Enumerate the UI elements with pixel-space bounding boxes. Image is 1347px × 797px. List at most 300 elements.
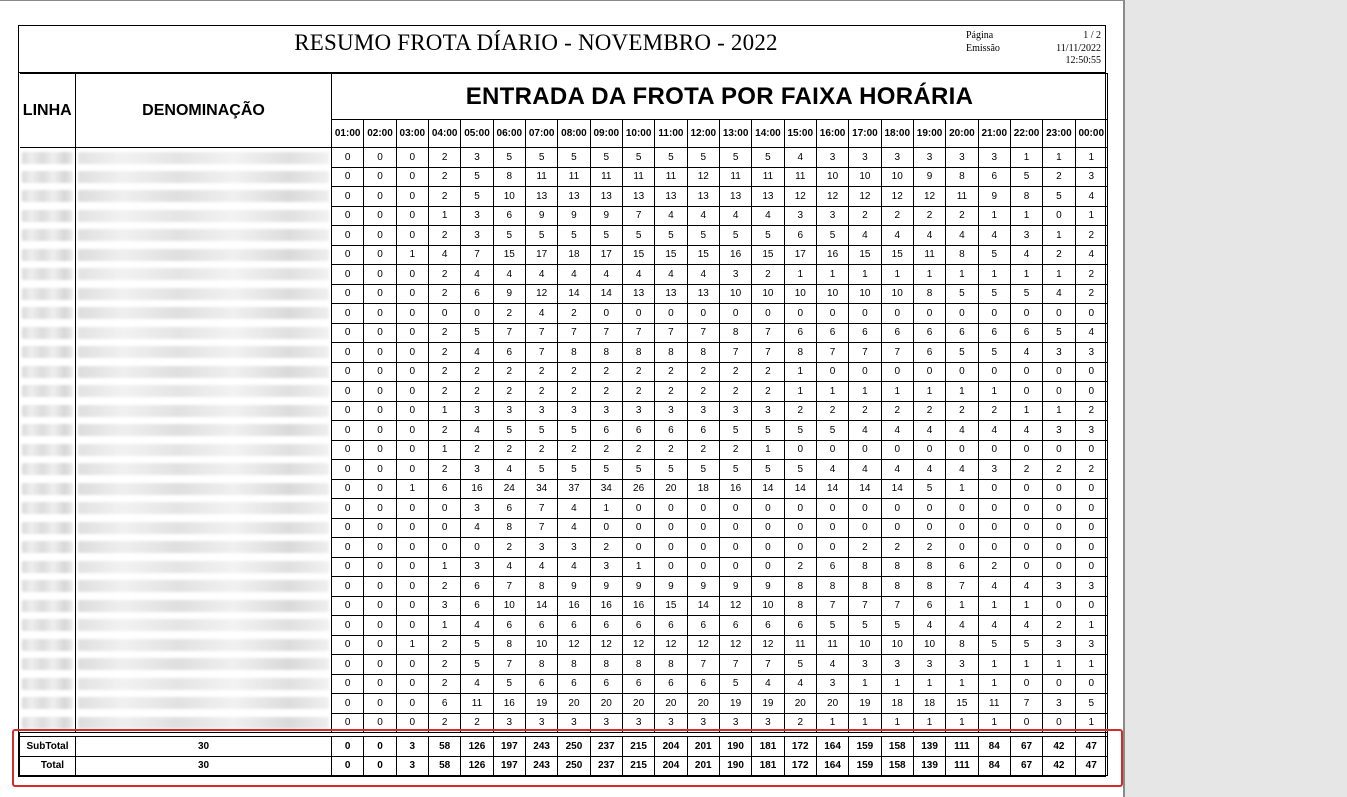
hour-value-cell: 0 [332,518,364,538]
hour-value-cell: 1 [1043,655,1075,675]
hour-value-cell: 2 [1075,401,1107,421]
hour-value-cell: 7 [816,596,848,616]
total-count: 30 [76,756,332,776]
hour-value-cell: 2 [525,440,557,460]
redacted-denominacao [76,713,332,733]
hour-value-cell: 9 [622,577,654,597]
hour-value-cell: 12 [881,187,913,207]
hour-value-cell: 0 [396,557,428,577]
hour-value-cell: 0 [396,616,428,636]
hour-value-cell: 4 [719,206,751,226]
hour-value-cell: 0 [428,304,460,324]
hour-value-cell: 0 [364,635,396,655]
hour-value-cell: 1 [784,362,816,382]
hour-value-cell: 0 [1010,499,1042,519]
hour-value-cell: 0 [719,538,751,558]
hour-value-cell: 4 [461,265,493,285]
hour-value-cell: 8 [849,577,881,597]
hour-value-cell: 0 [1043,557,1075,577]
hour-value-cell: 0 [655,518,687,538]
total-hour-value: 47 [1075,756,1107,776]
hour-value-cell: 7 [622,206,654,226]
hour-value-cell: 8 [881,577,913,597]
hour-value-cell: 2 [687,362,719,382]
hour-value-cell: 4 [881,460,913,480]
hour-value-cell: 0 [719,518,751,538]
subtotal-row [20,737,1108,757]
total-hour-value: 67 [1010,756,1042,776]
hour-value-cell: 6 [687,616,719,636]
hour-value-cell: 0 [655,499,687,519]
redacted-linha [20,226,76,246]
hour-value-cell: 20 [655,694,687,714]
hour-value-cell: 3 [1075,577,1107,597]
hour-value-cell: 1 [978,674,1010,694]
hour-value-cell: 0 [364,460,396,480]
hour-header: 22:00 [1010,120,1042,148]
hour-value-cell: 20 [687,694,719,714]
hour-value-cell: 0 [332,382,364,402]
hour-value-cell: 6 [946,557,978,577]
redacted-linha [20,382,76,402]
hour-value-cell: 8 [558,343,590,363]
hour-value-cell: 2 [978,557,1010,577]
hour-value-cell: 10 [881,635,913,655]
hour-value-cell: 6 [461,284,493,304]
hour-value-cell: 5 [784,460,816,480]
hour-value-cell: 1 [849,674,881,694]
hour-value-cell: 0 [396,167,428,187]
hour-value-cell: 0 [332,674,364,694]
hour-value-cell: 7 [1010,694,1042,714]
hour-value-cell: 2 [622,440,654,460]
hour-value-cell: 1 [1043,148,1075,168]
hour-value-cell: 11 [816,635,848,655]
table-row [20,382,1108,402]
hour-value-cell: 13 [655,284,687,304]
hour-value-cell: 0 [622,538,654,558]
hour-value-cell: 3 [1043,421,1075,441]
hour-value-cell: 0 [332,479,364,499]
hour-value-cell: 1 [428,401,460,421]
hour-value-cell: 2 [881,538,913,558]
subtotal-hour-value: 139 [913,737,945,757]
hour-value-cell: 12 [719,596,751,616]
hour-value-cell: 0 [1043,596,1075,616]
hour-value-cell: 11 [719,167,751,187]
hour-value-cell: 2 [913,206,945,226]
redacted-linha [20,557,76,577]
hour-value-cell: 2 [428,577,460,597]
page-label: Página [966,30,994,41]
redacted-denominacao [76,304,332,324]
hour-value-cell: 0 [396,382,428,402]
hour-value-cell: 7 [719,343,751,363]
hour-value-cell: 0 [332,694,364,714]
hour-value-cell: 0 [816,440,848,460]
redacted-linha [20,596,76,616]
table-row [20,187,1108,207]
hour-value-cell: 4 [622,265,654,285]
redacted-linha [20,401,76,421]
hour-value-cell: 3 [946,148,978,168]
hour-value-cell: 2 [428,284,460,304]
hour-value-cell: 0 [1075,304,1107,324]
hour-value-cell: 7 [525,518,557,538]
total-row [20,756,1108,776]
hour-value-cell: 6 [655,674,687,694]
hour-value-cell: 0 [719,304,751,324]
hour-value-cell: 3 [558,401,590,421]
hour-value-cell: 1 [978,655,1010,675]
subtotal-count: 30 [76,737,332,757]
emission-label: Emissão [966,43,1000,54]
hour-value-cell: 0 [428,538,460,558]
hour-value-cell: 0 [784,499,816,519]
hour-value-cell: 6 [913,596,945,616]
hour-value-cell: 17 [590,245,622,265]
hour-value-cell: 8 [946,635,978,655]
hour-value-cell: 10 [913,635,945,655]
hour-value-cell: 2 [1043,460,1075,480]
table-row [20,616,1108,636]
redacted-linha [20,577,76,597]
hour-value-cell: 0 [364,479,396,499]
hour-value-cell: 5 [622,226,654,246]
hour-value-cell: 13 [622,284,654,304]
hour-value-cell: 4 [1075,187,1107,207]
hour-value-cell: 0 [332,499,364,519]
hour-value-cell: 10 [816,284,848,304]
hour-value-cell: 2 [978,401,1010,421]
hour-value-cell: 0 [332,655,364,675]
hour-value-cell: 1 [1010,265,1042,285]
hour-value-cell: 1 [784,382,816,402]
hour-value-cell: 5 [622,460,654,480]
hour-value-cell: 0 [849,499,881,519]
hour-value-cell: 0 [1043,499,1075,519]
hour-value-cell: 0 [1075,499,1107,519]
total-hour-value: 58 [428,756,460,776]
table-row [20,655,1108,675]
hour-value-cell: 8 [719,323,751,343]
hour-value-cell: 6 [946,323,978,343]
hour-value-cell: 5 [816,616,848,636]
hour-value-cell: 2 [461,713,493,733]
hour-value-cell: 13 [655,187,687,207]
hour-value-cell: 5 [687,460,719,480]
emission-time: 12:50:55 [1065,55,1101,66]
hour-value-cell: 20 [816,694,848,714]
hour-value-cell: 0 [396,655,428,675]
redacted-linha [20,323,76,343]
hour-value-cell: 8 [881,557,913,577]
hour-value-cell: 4 [428,245,460,265]
hour-value-cell: 2 [913,401,945,421]
hour-value-cell: 3 [558,538,590,558]
hour-value-cell: 6 [913,343,945,363]
hour-value-cell: 0 [364,343,396,363]
hour-value-cell: 3 [946,655,978,675]
hour-value-cell: 7 [946,577,978,597]
hour-value-cell: 34 [590,479,622,499]
hour-value-cell: 11 [784,635,816,655]
hour-value-cell: 6 [784,226,816,246]
hour-value-cell: 1 [1075,148,1107,168]
hour-value-cell: 7 [493,323,525,343]
hour-value-cell: 0 [1010,538,1042,558]
hour-value-cell: 3 [1043,577,1075,597]
total-hour-value: 158 [881,756,913,776]
hour-value-cell: 12 [655,635,687,655]
hour-value-cell: 8 [784,596,816,616]
table-row [20,596,1108,616]
hour-value-cell: 0 [687,304,719,324]
hour-value-cell: 19 [525,694,557,714]
hour-value-cell: 0 [332,538,364,558]
hour-value-cell: 2 [558,382,590,402]
hour-value-cell: 0 [849,440,881,460]
hour-value-cell: 16 [816,245,848,265]
hour-value-cell: 5 [1043,187,1075,207]
hour-value-cell: 12 [622,635,654,655]
hour-value-cell: 7 [525,323,557,343]
redacted-denominacao [76,616,332,636]
table-row [20,440,1108,460]
hour-value-cell: 18 [687,479,719,499]
hour-value-cell: 0 [719,499,751,519]
hour-value-cell: 1 [881,713,913,733]
hour-value-cell: 1 [396,245,428,265]
hour-value-cell: 0 [364,440,396,460]
hour-value-cell: 0 [752,499,784,519]
total-hour-value: 243 [525,756,557,776]
hour-value-cell: 0 [332,206,364,226]
hour-value-cell: 8 [784,343,816,363]
hour-value-cell: 5 [525,226,557,246]
hour-value-cell: 4 [913,226,945,246]
redacted-denominacao [76,557,332,577]
hour-value-cell: 2 [525,382,557,402]
hour-value-cell: 2 [461,382,493,402]
subtotal-hour-value: 172 [784,737,816,757]
hour-value-cell: 0 [946,440,978,460]
hour-header: 14:00 [752,120,784,148]
subtotal-hour-value: 126 [461,737,493,757]
total-hour-value: 197 [493,756,525,776]
redacted-denominacao [76,596,332,616]
total-hour-value: 126 [461,756,493,776]
hour-value-cell: 0 [332,635,364,655]
hour-value-cell: 7 [461,245,493,265]
hour-value-cell: 3 [881,655,913,675]
hour-value-cell: 0 [1043,382,1075,402]
hour-value-cell: 2 [493,538,525,558]
hour-value-cell: 6 [461,596,493,616]
table-row [20,206,1108,226]
hour-value-cell: 16 [461,479,493,499]
hour-value-cell: 1 [881,265,913,285]
subtotal-hour-value: 42 [1043,737,1075,757]
hour-value-cell: 20 [622,694,654,714]
hour-value-cell: 11 [752,167,784,187]
hour-value-cell: 0 [364,245,396,265]
hour-value-cell: 4 [461,421,493,441]
hour-value-cell: 8 [590,655,622,675]
hour-value-cell: 1 [1010,206,1042,226]
hour-value-cell: 5 [719,421,751,441]
hour-value-cell: 7 [849,596,881,616]
hour-value-cell: 3 [461,226,493,246]
hour-value-cell: 0 [913,362,945,382]
hour-value-cell: 7 [752,323,784,343]
hour-value-cell: 2 [849,401,881,421]
hour-value-cell: 1 [428,557,460,577]
hour-header: 02:00 [364,120,396,148]
redacted-linha [20,694,76,714]
hour-value-cell: 2 [428,343,460,363]
hour-value-cell: 4 [461,518,493,538]
total-hour-value: 0 [332,756,364,776]
hour-value-cell: 5 [558,460,590,480]
hour-value-cell: 4 [849,421,881,441]
hour-value-cell: 2 [428,187,460,207]
hour-value-cell: 0 [1075,440,1107,460]
redacted-linha [20,206,76,226]
hour-value-cell: 0 [784,440,816,460]
hour-value-cell: 8 [784,577,816,597]
total-hour-value: 42 [1043,756,1075,776]
hour-header: 20:00 [946,120,978,148]
hour-value-cell: 0 [1043,674,1075,694]
hour-value-cell: 0 [364,284,396,304]
hour-value-cell: 0 [332,148,364,168]
hour-value-cell: 4 [978,226,1010,246]
redacted-denominacao [76,655,332,675]
table-row [20,167,1108,187]
redacted-linha [20,655,76,675]
hour-value-cell: 6 [493,206,525,226]
hour-value-cell: 1 [1043,265,1075,285]
hour-value-cell: 1 [1043,226,1075,246]
hour-value-cell: 8 [849,557,881,577]
hour-value-cell: 6 [590,616,622,636]
hour-value-cell: 5 [881,616,913,636]
hour-value-cell: 1 [881,382,913,402]
hour-value-cell: 12 [687,167,719,187]
hour-value-cell: 2 [428,460,460,480]
hour-value-cell: 2 [461,440,493,460]
hour-value-cell: 1 [978,206,1010,226]
hour-value-cell: 3 [752,401,784,421]
subtotal-hour-value: 164 [816,737,848,757]
hour-value-cell: 0 [364,596,396,616]
hour-value-cell: 3 [461,460,493,480]
hour-value-cell: 1 [946,596,978,616]
hour-value-cell: 0 [622,304,654,324]
hour-value-cell: 0 [622,518,654,538]
hour-value-cell: 0 [1010,362,1042,382]
hour-value-cell: 0 [396,518,428,538]
col-header-linha: LINHA [20,74,76,148]
hour-value-cell: 15 [881,245,913,265]
hour-value-cell: 3 [461,401,493,421]
hour-value-cell: 2 [946,206,978,226]
hour-value-cell: 0 [881,518,913,538]
hour-value-cell: 0 [816,304,848,324]
hour-value-cell: 0 [590,304,622,324]
hour-value-cell: 5 [752,421,784,441]
hour-value-cell: 0 [1010,440,1042,460]
hour-value-cell: 0 [396,440,428,460]
hour-value-cell: 4 [913,616,945,636]
hour-value-cell: 2 [752,265,784,285]
hour-value-cell: 5 [493,421,525,441]
hour-value-cell: 0 [364,304,396,324]
hour-value-cell: 11 [590,167,622,187]
hour-value-cell: 0 [364,362,396,382]
hour-value-cell: 0 [1043,518,1075,538]
hour-value-cell: 0 [752,557,784,577]
hour-value-cell: 5 [816,226,848,246]
hour-value-cell: 2 [590,538,622,558]
hour-value-cell: 4 [525,265,557,285]
hour-value-cell: 8 [913,284,945,304]
hour-value-cell: 9 [752,577,784,597]
hour-value-cell: 10 [849,167,881,187]
hour-value-cell: 2 [622,382,654,402]
hour-value-cell: 7 [881,596,913,616]
hour-value-cell: 1 [816,382,848,402]
hour-value-cell: 5 [655,460,687,480]
redacted-denominacao [76,343,332,363]
hour-value-cell: 6 [622,616,654,636]
hour-value-cell: 0 [332,557,364,577]
hour-value-cell: 3 [461,557,493,577]
total-hour-value: 84 [978,756,1010,776]
hour-value-cell: 4 [558,265,590,285]
hour-value-cell: 4 [525,304,557,324]
hour-value-cell: 3 [622,401,654,421]
total-hour-value: 215 [622,756,654,776]
hour-value-cell: 0 [396,401,428,421]
subtotal-hour-value: 3 [396,737,428,757]
hour-value-cell: 3 [816,148,848,168]
hour-value-cell: 0 [978,518,1010,538]
hour-value-cell: 2 [913,538,945,558]
hour-value-cell: 8 [493,635,525,655]
hour-value-cell: 7 [881,343,913,363]
hour-value-cell: 0 [364,148,396,168]
hour-value-cell: 20 [558,694,590,714]
hour-value-cell: 0 [784,538,816,558]
hour-value-cell: 3 [719,713,751,733]
hour-value-cell: 7 [752,343,784,363]
hour-value-cell: 11 [461,694,493,714]
hour-value-cell: 0 [364,206,396,226]
hour-value-cell: 10 [493,187,525,207]
hour-value-cell: 2 [428,713,460,733]
hour-value-cell: 0 [946,538,978,558]
hour-value-cell: 0 [428,499,460,519]
hour-header: 23:00 [1043,120,1075,148]
table-row [20,284,1108,304]
hour-value-cell: 3 [525,713,557,733]
hour-value-cell: 0 [978,499,1010,519]
hour-value-cell: 4 [784,148,816,168]
hour-value-cell: 1 [913,674,945,694]
hour-value-cell: 5 [558,226,590,246]
